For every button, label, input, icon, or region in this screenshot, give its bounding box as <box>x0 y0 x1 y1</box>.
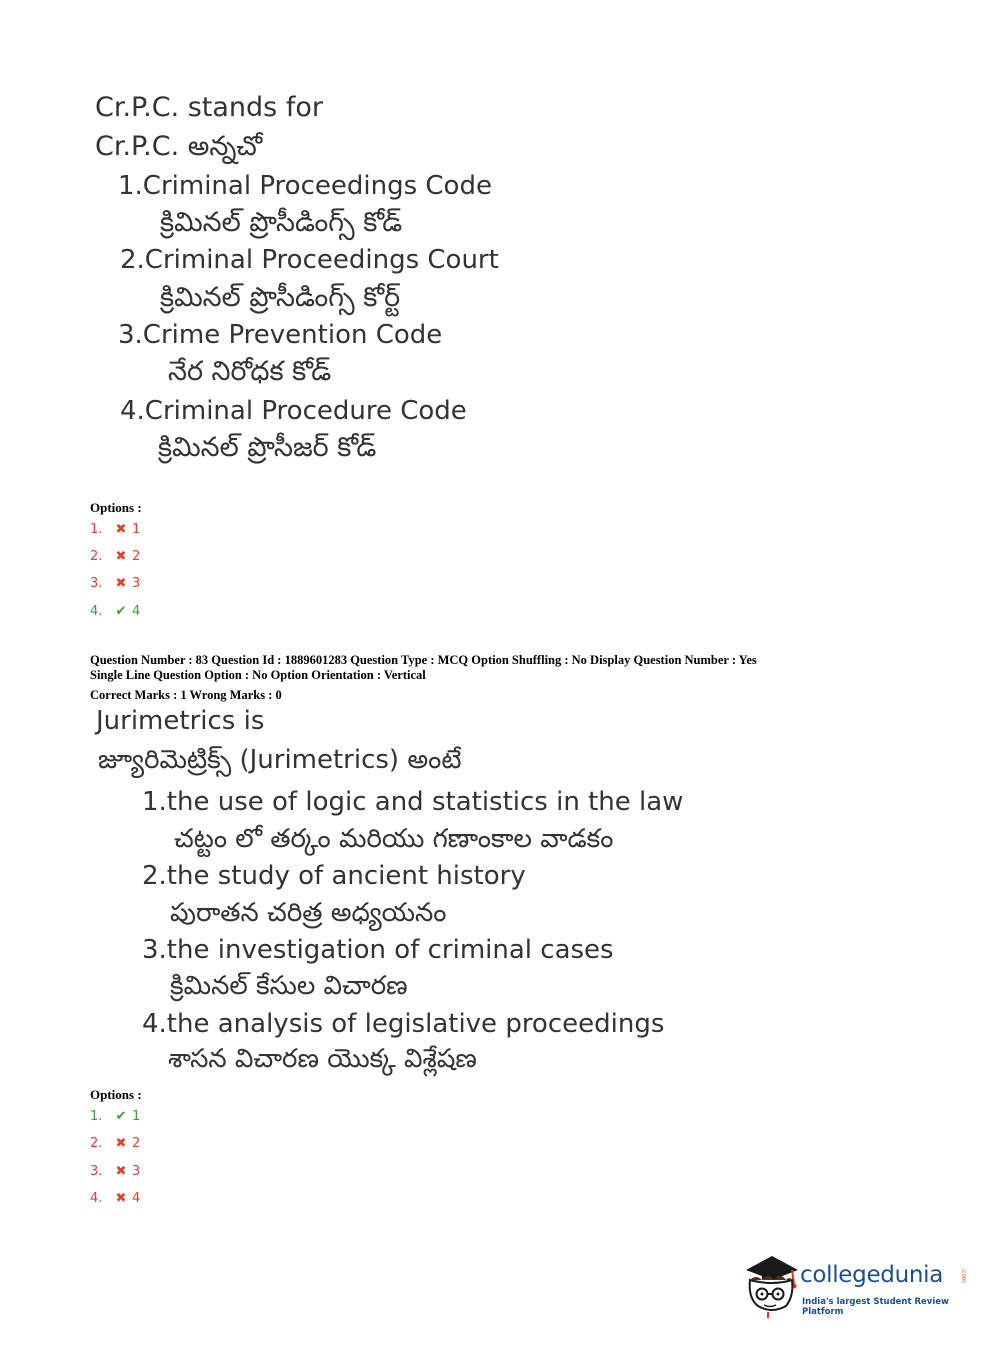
q83-meta-line-3: Correct Marks : 1 Wrong Marks : 0 <box>90 688 282 702</box>
q83-choice-4-te: శాసన విచారణ యొక్క విశ్లేషణ <box>168 1044 477 1074</box>
option-value: 1 <box>132 1109 141 1124</box>
question-83-title-en: Jurimetrics is <box>96 706 265 736</box>
q83-meta-line-2: Single Line Question Option : No Option Orientation : Vertical <box>90 668 426 682</box>
q83-option-3 <box>90 1164 140 1180</box>
option-number: 4. <box>90 1191 103 1206</box>
cross-icon: ✖ <box>115 1136 127 1151</box>
q82-choice-4-en: 4.Criminal Procedure Code <box>120 396 467 426</box>
check-icon: ✔ <box>115 1109 127 1124</box>
cross-icon: ✖ <box>115 549 127 564</box>
q83-option-1 <box>90 1109 140 1125</box>
question-83-title-te: జ్యూరిమెట్రిక్స్ (Jurimetrics) అంటే <box>98 745 462 775</box>
option-number: 3. <box>90 576 103 591</box>
q82-option-4 <box>90 604 140 620</box>
option-number: 1. <box>90 1109 103 1124</box>
cross-icon: ✖ <box>115 522 127 537</box>
collegedunia-logo[interactable] <box>742 1250 972 1320</box>
q83-choice-3-en: 3.the investigation of criminal cases <box>142 935 614 965</box>
q83-choice-3-te: క్రిమినల్ కేసుల విచారణ <box>170 971 408 1001</box>
option-value: 2 <box>132 1136 141 1151</box>
cross-icon: ✖ <box>115 1164 127 1179</box>
q83-choice-1-en: 1.the use of logic and statistics in the law <box>142 787 684 817</box>
q82-choice-1-te: క్రిమినల్ ప్రొసీడింగ్స్ కోడ్ <box>160 207 403 238</box>
q83-option-4 <box>90 1191 140 1207</box>
option-number: 1. <box>90 522 103 537</box>
brand-name: collegedunia <box>800 1262 944 1288</box>
q82-choice-2-te: క్రిమినల్ ప్రొసీడింగ్స్ కోర్ట్ <box>160 282 401 313</box>
q82-choice-1-en: 1.Criminal Proceedings Code <box>118 171 492 201</box>
option-number: 2. <box>90 549 103 564</box>
q83-choice-4-en: 4.the analysis of legislative proceedings <box>142 1009 665 1039</box>
q82-choice-4-te: క్రిమినల్ ప్రొసీజర్ కోడ్ <box>158 432 377 463</box>
q82-option-1 <box>90 522 140 538</box>
cross-icon: ✖ <box>115 1191 127 1206</box>
option-value: 3 <box>132 576 141 591</box>
option-number: 4. <box>90 604 103 619</box>
question-82-title-en: Cr.P.C. stands for <box>95 92 323 123</box>
option-value: 4 <box>132 604 141 619</box>
option-number: 2. <box>90 1136 103 1151</box>
q82-options-label: Options : <box>90 500 142 515</box>
q83-choice-1-te: చట్టం లో తర్కం మరియు గణాంకాల వాడకం <box>174 824 614 854</box>
brand-tagline: India's largest Student Review Platform <box>802 1297 949 1317</box>
q82-option-3 <box>90 576 140 592</box>
q83-choice-2-te: పురాతన చరిత్ర అధ్యయనం <box>170 898 447 928</box>
q82-option-2 <box>90 549 140 565</box>
option-value: 1 <box>132 522 141 537</box>
check-icon: ✔ <box>115 604 127 619</box>
q83-option-2 <box>90 1136 140 1152</box>
cross-icon: ✖ <box>115 576 127 591</box>
brand-dotcom: .com <box>960 1268 967 1283</box>
mascot-icon <box>742 1250 802 1320</box>
option-number: 3. <box>90 1164 103 1179</box>
q82-choice-3-te: నేర నిరోధక కోడ్ <box>168 356 332 387</box>
option-value: 4 <box>132 1191 141 1206</box>
question-82-title-te: Cr.P.C. అన్నచో <box>95 131 263 162</box>
q83-choice-2-en: 2.the study of ancient history <box>142 861 526 891</box>
q83-meta-line-1: Question Number : 83 Question Id : 1889601283 Question Type : MCQ Option Shuffling : No Display Question Number : Yes <box>90 653 757 667</box>
q83-options-label: Options : <box>90 1087 142 1102</box>
q82-choice-3-en: 3.Crime Prevention Code <box>118 320 443 350</box>
q82-choice-2-en: 2.Criminal Proceedings Court <box>120 245 499 275</box>
option-value: 2 <box>132 549 141 564</box>
option-value: 3 <box>132 1164 141 1179</box>
